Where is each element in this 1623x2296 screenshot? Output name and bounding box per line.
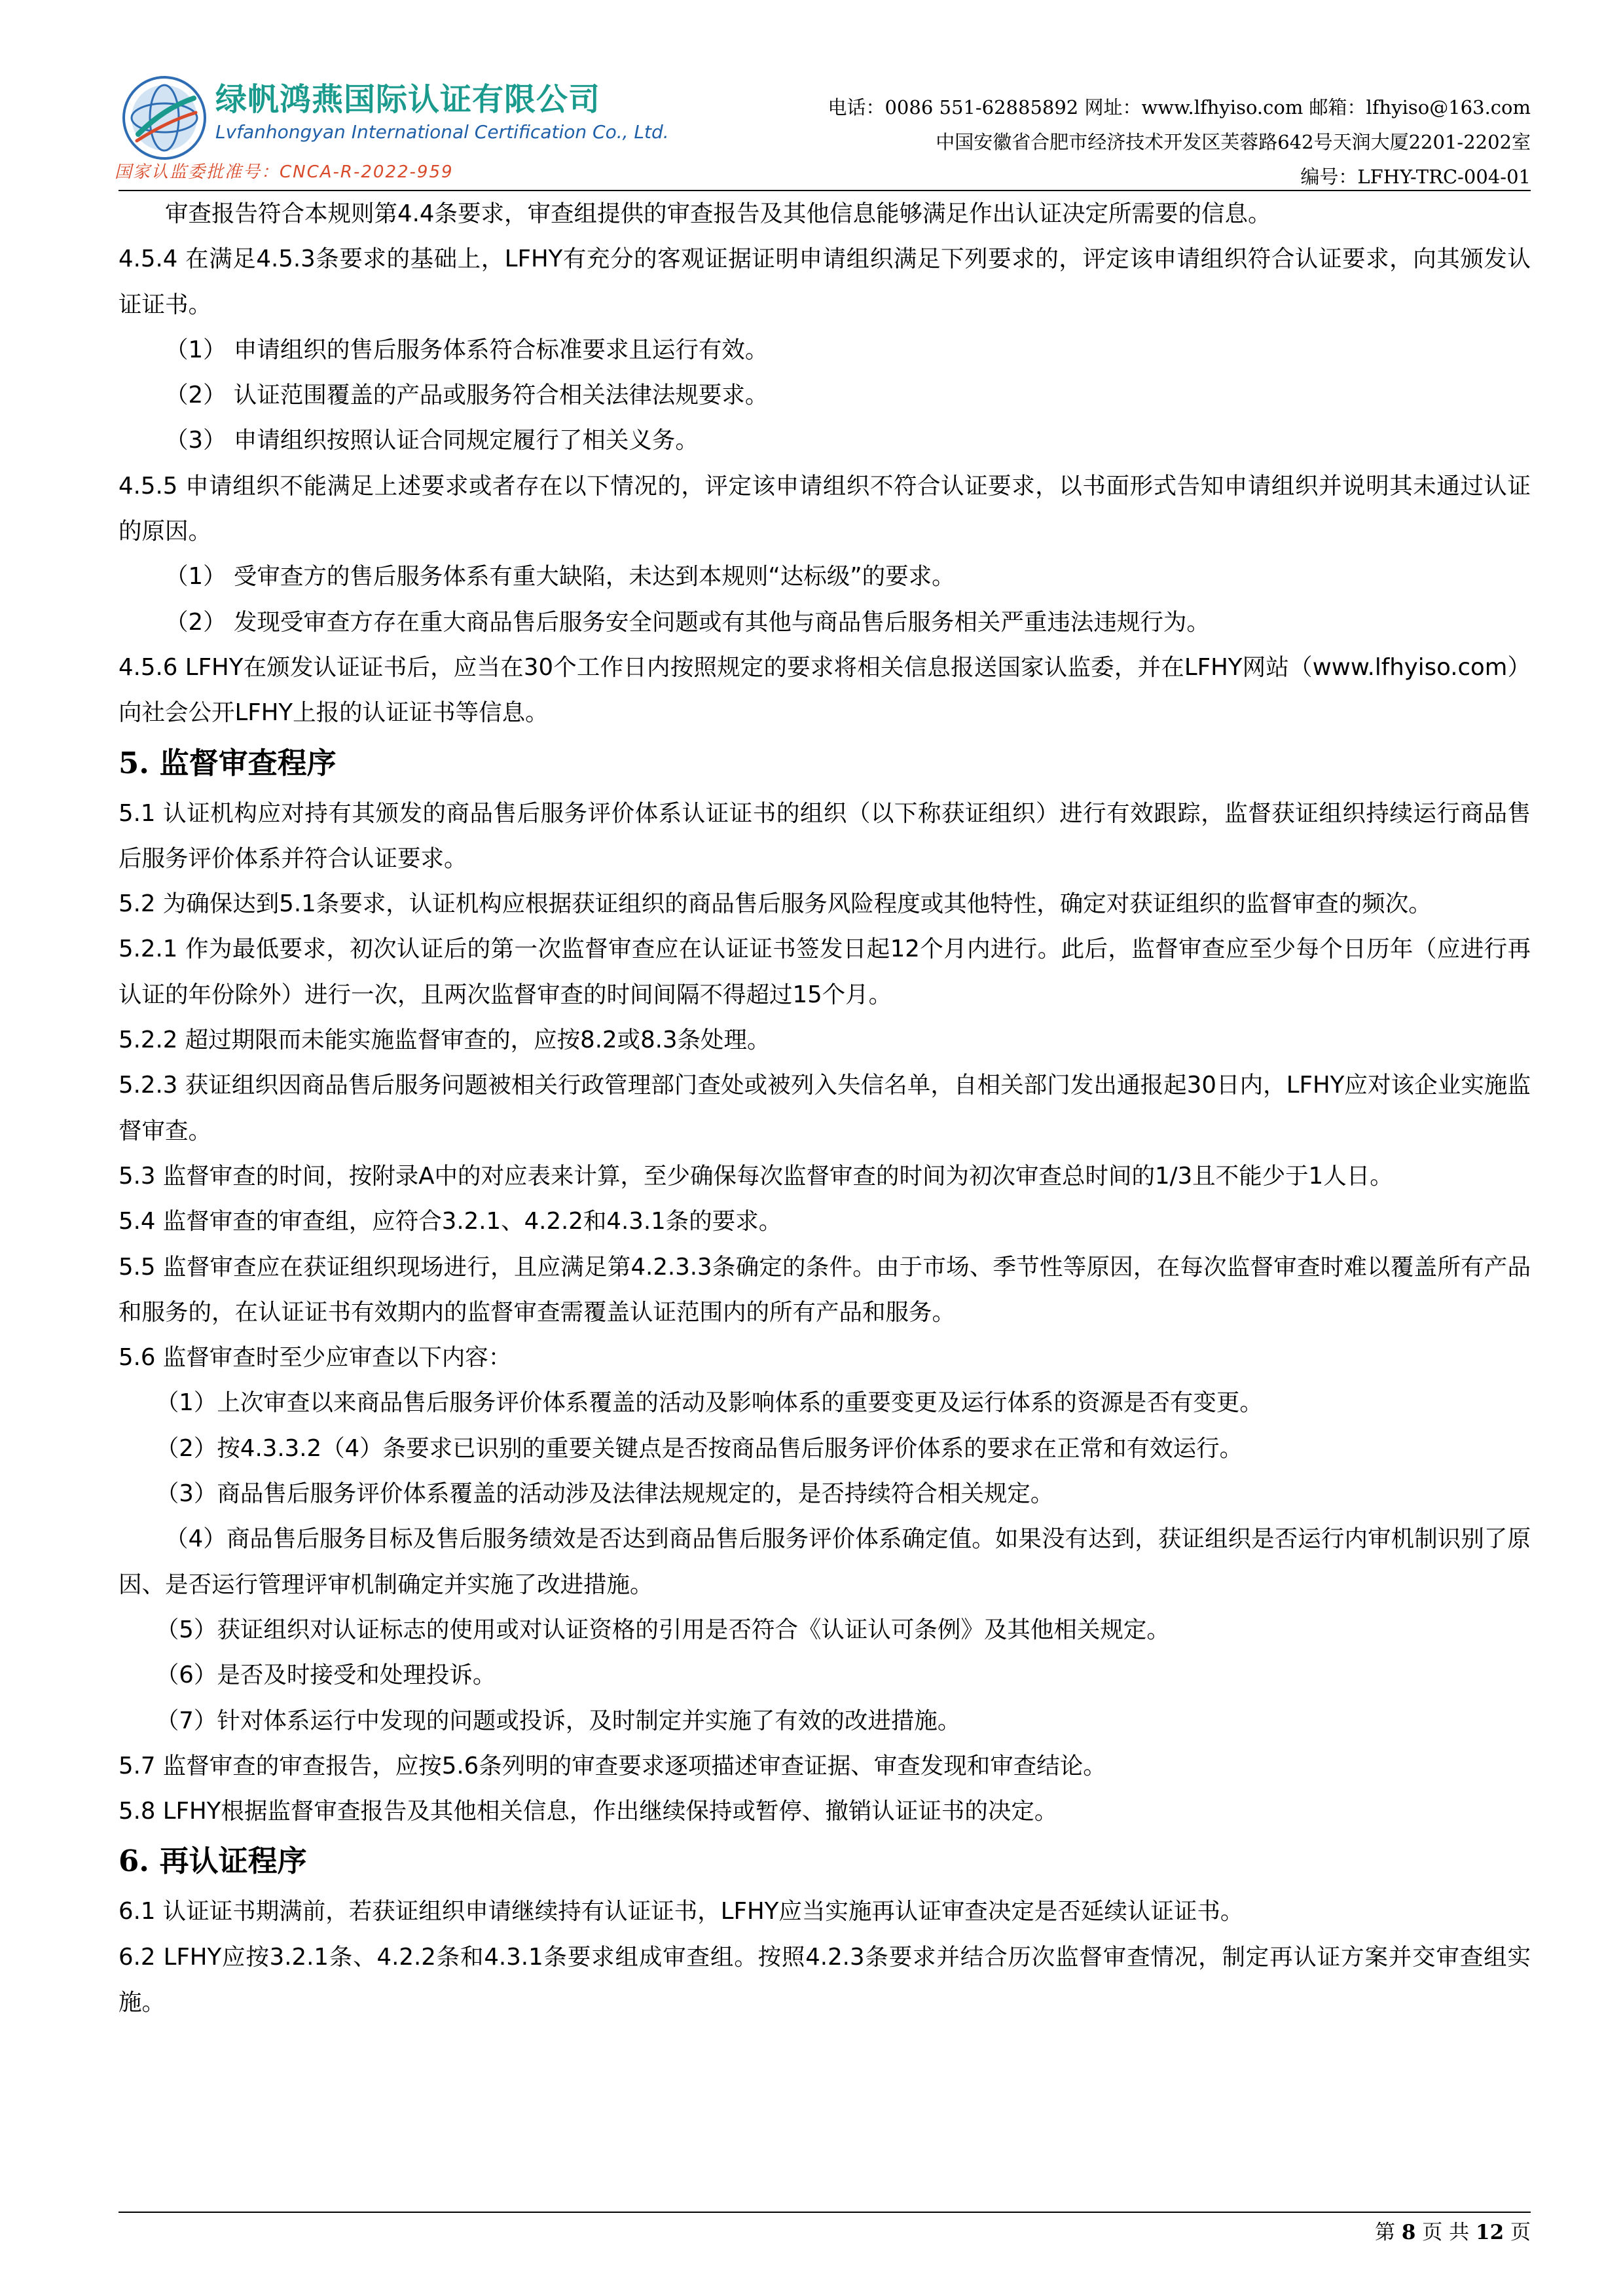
clause-5-2-1: 5.2.1 作为最低要求，初次认证后的第一次监督审查应在认证证书签发日起12个月内进行。此后，监督审查应至少每个日历年（应进行再认证的年份除外）进行一次，且两次监督审查的时间间隔不得超过15个月。 — [119, 936, 1531, 1008]
current-page: 8 — [1401, 2221, 1416, 2244]
clause-4-5-6: 4.5.6 LFHY在颁发认证证书后，应当在30个工作日内按照规定的要求将相关信息报送国家认监委，并在LFHY网站（www.lfhyiso.com）向社会公开LFHY上报的认证证书等信息。 — [119, 653, 1531, 727]
section-heading-6: 6. 再认证程序 — [119, 1844, 307, 1879]
footer-divider — [119, 2212, 1531, 2213]
clause-5-1: 5.1 认证机构应对持有其颁发的商品售后服务评价体系认证证书的组织（以下称获证组织）进行有效跟踪，监督获证组织持续运行商品售后服务评价体系并符合认证要求。 — [119, 799, 1531, 872]
total-pages: 12 — [1476, 2221, 1504, 2244]
list-item: （5）获证组织对认证标志的使用或对认证资格的引用是否符合《认证认可条例》及其他相关规定。 — [155, 1616, 1170, 1643]
page-prefix: 第 — [1374, 2221, 1395, 2244]
globe-logo-icon — [119, 72, 210, 164]
clause-4-5-4: 4.5.4 在满足4.5.3条要求的基础上，LFHY有充分的客观证据证明申请组织满足下列要求的，评定该申请组织符合认证要求，向其颁发认证证书。 — [119, 246, 1531, 318]
paragraph: 审查报告符合本规则第4.4条要求，审查组提供的审查报告及其他信息能够满足作出认证决定所需要的信息。 — [165, 200, 1271, 227]
clause-5-2: 5.2 为确保达到5.1条要求，认证机构应根据获证组织的商品售后服务风险程度或其他特性，确定对获证组织的监督审查的频次。 — [119, 890, 1432, 918]
address-line: 中国安徽省合肥市经济技术开发区芙蓉路642号天润大厦2201-2202室 — [936, 131, 1531, 153]
page-suffix: 页 — [1510, 2221, 1531, 2244]
list-item: （7）针对体系运行中发现的问题或投诉，及时制定并实施了有效的改进措施。 — [155, 1707, 961, 1734]
page-middle: 页 共 — [1422, 2221, 1470, 2244]
document-body — [119, 191, 1531, 2025]
clause-5-3: 5.3 监督审查的时间，按附录A中的对应表来计算，至少确保每次监督审查的时间为初次审查总时间的1/3且不能少于1人日。 — [119, 1162, 1393, 1190]
list-item: （2） 发现受审查方存在重大商品售后服务安全问题或有其他与商品售后服务相关严重违法违规行为。 — [165, 608, 1210, 636]
clause-6-1: 6.1 认证证书期满前，若获证组织申请继续持有认证证书，LFHY应当实施再认证审查决定是否延续认证证书。 — [119, 1898, 1244, 1925]
clause-6-2: 6.2 LFHY应按3.2.1条、4.2.2条和4.3.1条要求组成审查组。按照4.2.3条要求并结合历次监督审查情况，制定再认证方案并交审查组实施。 — [119, 1943, 1531, 2016]
list-item: （4）商品售后服务目标及售后服务绩效是否达到商品售后服务评价体系确定值。如果没有达到，获证组织是否运行内审机制识别了原因、是否运行管理评审机制确定并实施了改进措施。 — [119, 1525, 1531, 1598]
list-item: （2）按4.3.3.2（4）条要求已识别的重要关键点是否按商品售后服务评价体系的要求在正常和有效运行。 — [155, 1434, 1243, 1462]
contact-line: 电话：0086 551-62885892 网址：www.lfhyiso.com 邮箱：lfhyiso@163.com — [828, 96, 1531, 118]
company-name-cn: 绿帆鸿燕国际认证有限公司 — [215, 81, 601, 118]
clause-5-2-2: 5.2.2 超过期限而未能实施监督审查的，应按8.2或8.3条处理。 — [119, 1027, 771, 1054]
clause-5-5: 5.5 监督审查应在获证组织现场进行，且应满足第4.2.3.3条确定的条件。由于市场、季节性等原因，在每次监督审查时难以覆盖所有产品和服务的，在认证证书有效期内的监督审查需覆盖认证范围内的所有产品和服务。 — [119, 1253, 1531, 1326]
page-header — [115, 60, 1531, 191]
approval-number: 国家认监委批准号：CNCA-R-2022-959 — [115, 162, 454, 182]
list-item: （1） 受审查方的售后服务体系有重大缺陷，未达到本规则“达标级”的要求。 — [165, 563, 955, 591]
clause-5-6: 5.6 监督审查时至少应审查以下内容： — [119, 1344, 512, 1372]
document-number: 编号：LFHY-TRC-004-01 — [1300, 166, 1531, 188]
list-item: （1）上次审查以来商品售后服务评价体系覆盖的活动及影响体系的重要变更及运行体系的资源是否有变更。 — [155, 1389, 1263, 1417]
list-item: （1） 申请组织的售后服务体系符合标准要求且运行有效。 — [165, 336, 769, 363]
clause-4-5-5: 4.5.5 申请组织不能满足上述要求或者存在以下情况的，评定该申请组织不符合认证要求，以书面形式告知申请组织并说明其未通过认证的原因。 — [119, 472, 1531, 545]
brand-block — [215, 80, 669, 145]
list-item: （3） 申请组织按照认证合同规定履行了相关义务。 — [165, 427, 699, 454]
clause-5-4: 5.4 监督审查的审查组，应符合3.2.1、4.2.2和4.3.1条的要求。 — [119, 1208, 782, 1235]
clause-5-8: 5.8 LFHY根据监督审查报告及其他相关信息，作出继续保持或暂停、撤销认证证书的决定。 — [119, 1798, 1058, 1825]
list-item: （3）商品售后服务评价体系覆盖的活动涉及法律法规规定的，是否持续符合相关规定。 — [155, 1480, 1054, 1508]
clause-5-7: 5.7 监督审查的审查报告，应按5.6条列明的审查要求逐项描述审查证据、审查发现和审查结论。 — [119, 1752, 1106, 1779]
page-number — [1375, 2216, 1531, 2249]
company-name-en: Lvfanhongyan International Certification Co., Ltd. — [215, 121, 669, 143]
clause-5-2-3: 5.2.3 获证组织因商品售后服务问题被相关行政管理部门查处或被列入失信名单，自相关部门发出通报起30日内，LFHY应对该企业实施监督审查。 — [119, 1072, 1531, 1144]
contact-block — [828, 90, 1531, 194]
list-item: （2） 认证范围覆盖的产品或服务符合相关法律法规要求。 — [165, 382, 769, 409]
section-heading-5: 5. 监督审查程序 — [119, 745, 337, 780]
list-item: （6）是否及时接受和处理投诉。 — [155, 1662, 496, 1689]
